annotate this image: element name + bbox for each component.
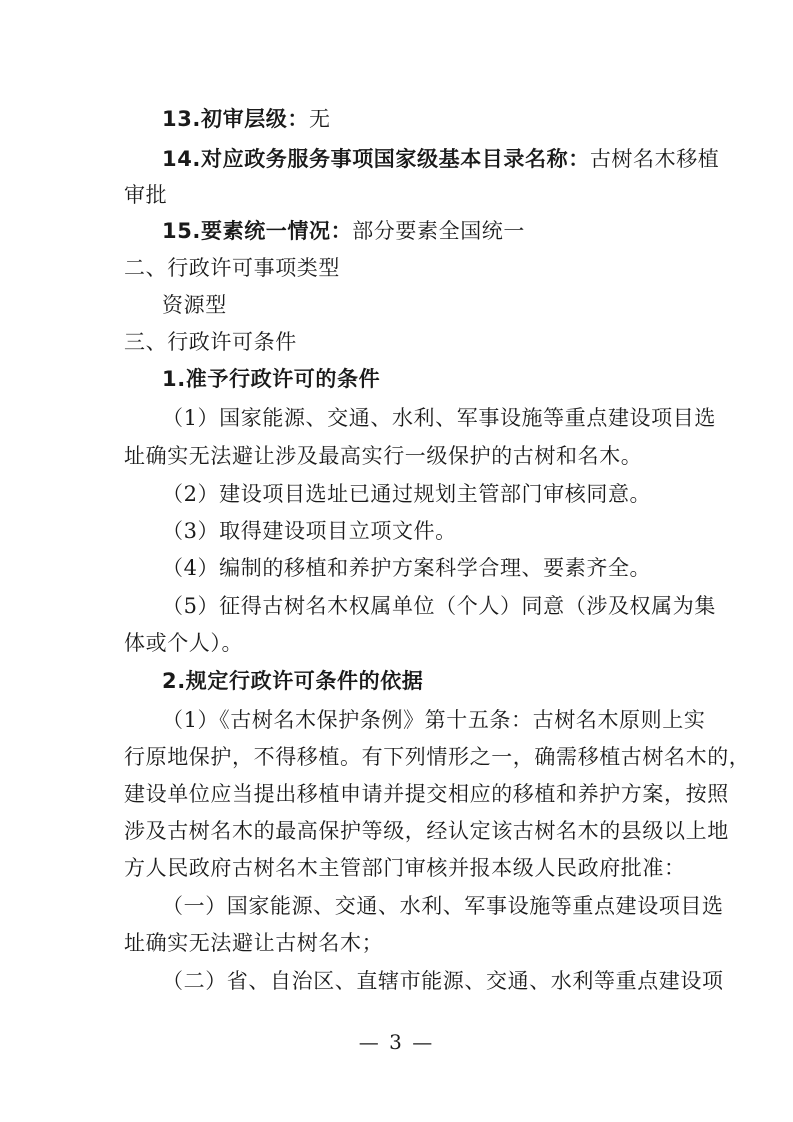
basis-item-1-line-2: 址确实无法避让古树名木；: [124, 931, 384, 955]
item-14-continued: 审批: [124, 183, 168, 207]
basis-item-2-line-1: （二）省、自治区、直辖市能源、交通、水利等重点建设项: [162, 969, 724, 993]
condition-3: （3）取得建设项目立项文件。: [162, 519, 457, 543]
section-2-value: 资源型: [162, 293, 227, 317]
basis-1-line-2: 行原地保护，不得移植。有下列情形之一，确需移植古树名木的，: [124, 745, 751, 769]
basis-heading: 2.规定行政许可条件的依据: [162, 669, 424, 693]
condition-5-line-1: （5）征得古树名木权属单位（个人）同意（涉及权属为集: [162, 594, 716, 618]
condition-4: （4）编制的移植和养护方案科学合理、要素齐全。: [162, 556, 652, 580]
item-14-label: 14.对应政务服务事项国家级基本目录名称：: [162, 147, 590, 171]
item-14: [162, 144, 720, 174]
section-2-heading: 二、行政许可事项类型: [124, 256, 340, 280]
basis-1-line-1: （1）《古树名木保护条例》第十五条：古树名木原则上实: [162, 708, 706, 732]
item-14-value: 古树名木移植: [589, 147, 720, 171]
item-15-label: 15.要素统一情况：: [162, 219, 353, 243]
basis-1-line-3: 建设单位应当提出移植申请并提交相应的移植和养护方案，按照: [124, 782, 729, 806]
section-3-heading: 三、行政许可条件: [124, 330, 297, 354]
item-13: [162, 104, 684, 134]
item-15: [162, 216, 684, 246]
page-number: — 3 —: [358, 1030, 435, 1054]
item-15-value: 部分要素全国统一: [352, 219, 526, 243]
condition-2: （2）建设项目选址已通过规划主管部门审核同意。: [162, 482, 652, 506]
item-13-label: 13.初审层级：: [162, 107, 310, 131]
basis-1-line-5: 方人民政府古树名木主管部门审核并报本级人民政府批准：: [124, 856, 686, 880]
conditions-heading: 1.准予行政许可的条件: [162, 367, 381, 391]
condition-1-line-2: 址确实无法避让涉及最高实行一级保护的古树和名木。: [124, 444, 643, 468]
basis-1-line-4: 涉及古树名木的最高保护等级，经认定该古树名木的县级以上地: [124, 819, 729, 843]
condition-1-line-1: （1）国家能源、交通、水利、军事设施等重点建设项目选: [162, 406, 716, 430]
condition-5-line-2: 体或个人）。: [124, 631, 244, 655]
basis-item-1-line-1: （一）国家能源、交通、水利、军事设施等重点建设项目选: [162, 894, 724, 918]
item-13-value: 无: [309, 107, 331, 131]
